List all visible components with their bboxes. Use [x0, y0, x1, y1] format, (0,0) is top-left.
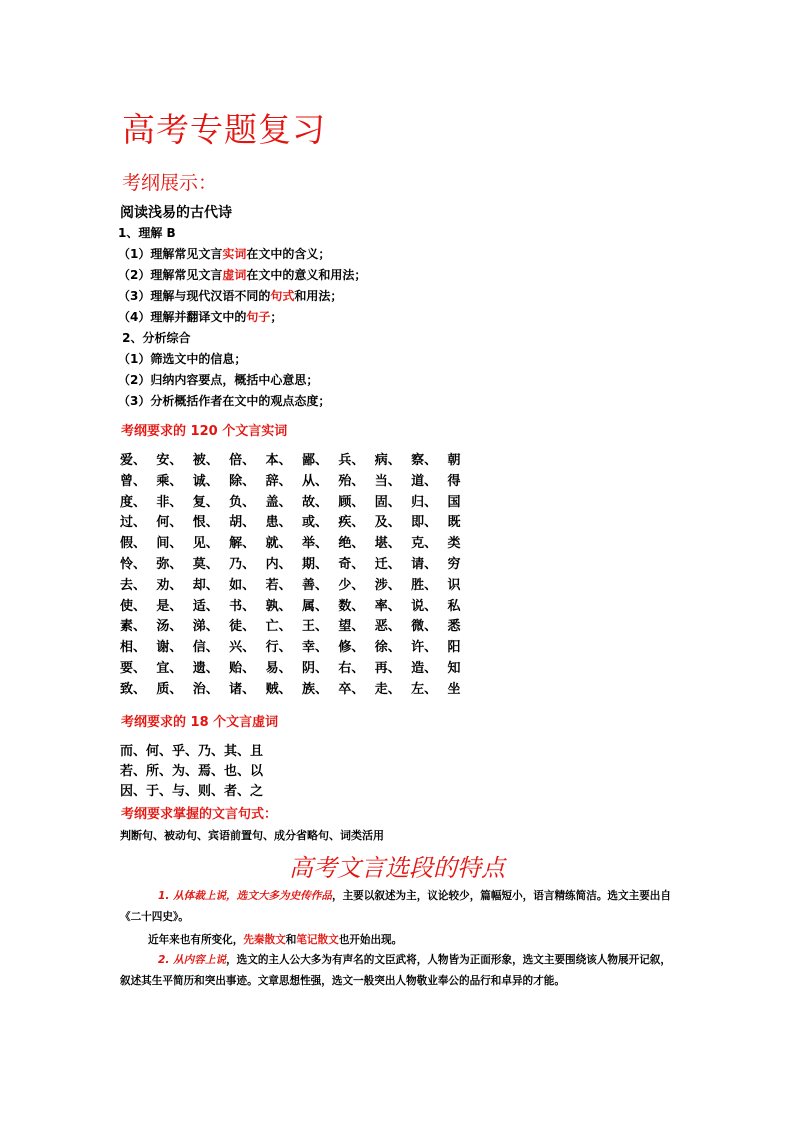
shici-word: 遗、: [192, 660, 219, 676]
shici-word: 内、: [265, 556, 292, 572]
shici-word: 既: [447, 515, 461, 531]
shici-word: 坐: [447, 681, 461, 697]
shici-word: 即、: [411, 515, 438, 531]
shici-word: 是、: [156, 598, 183, 614]
shici-word: 恶、: [374, 619, 401, 635]
shici-word: 许、: [411, 640, 438, 656]
outline-item-analyze: 2、分析综合: [118, 331, 191, 345]
shici-word: 病、: [374, 453, 401, 468]
feature-highlight: 2. 从内容上说: [158, 954, 227, 966]
shici-word: 素、: [120, 619, 147, 635]
shici-word: 兵、: [338, 453, 365, 468]
shici-word: 被、: [192, 453, 219, 468]
shici-word: 王、: [301, 619, 328, 635]
outline-text: ；: [270, 310, 283, 324]
shici-word: 右、: [338, 660, 365, 676]
shici-word: 治、: [192, 681, 219, 697]
outline-subheading: 阅读浅易的古代诗: [120, 205, 232, 221]
shici-word: 过、: [120, 515, 147, 531]
shici-word: 恨、: [192, 515, 219, 531]
shici-word: 徒、: [229, 619, 256, 635]
feature-paragraph-1: [120, 886, 680, 928]
shici-word: 修、: [338, 640, 365, 656]
shici-word: 却、: [192, 577, 219, 593]
shici-word: 相、: [120, 640, 147, 656]
shici-word: 间、: [156, 536, 183, 552]
shici-word: 如、: [229, 577, 256, 593]
shici-word: 何、: [156, 515, 183, 531]
shici-word: 辞、: [265, 473, 292, 489]
shici-word: 固、: [374, 494, 401, 510]
xuci-line: 因、于、与、则、者、之: [120, 784, 264, 799]
shici-word: 造、: [411, 660, 438, 676]
shici-word: 归、: [411, 494, 438, 510]
shici-word: 走、: [374, 681, 401, 697]
outline-line-2: [118, 265, 366, 286]
shici-word: 望、: [338, 619, 365, 635]
xuci-line: 若、所、为、焉、也、以: [120, 764, 264, 779]
shici-word: 善、: [301, 577, 328, 593]
feature-paragraph-2: [120, 930, 680, 951]
page-title: 高考专题复习: [122, 110, 326, 149]
shici-word: 若、: [265, 577, 292, 593]
shici-word: 胜、: [411, 577, 438, 593]
shici-word: 克、: [411, 536, 438, 552]
shici-heading: 考纲要求的 120 个文言实词: [121, 424, 288, 439]
shici-word: 易、: [265, 660, 292, 676]
shici-word: 顾、: [338, 494, 365, 510]
shici-word: 质、: [156, 681, 183, 697]
shici-word: 阳: [447, 640, 461, 656]
feature-text: ，主要以叙述为主，议论较少，篇幅短小，语言精练简洁。选文主要出自《二十四史》。: [120, 890, 671, 923]
outline-line-7: （3）分析概括作者在文中的观点态度；: [118, 394, 331, 408]
highlight-xianqin: 先秦散文: [243, 934, 286, 946]
shici-word: 奇、: [338, 556, 365, 572]
shici-word: 就、: [265, 536, 292, 552]
shici-word: 非、: [156, 494, 183, 510]
shici-word: 爱、: [120, 453, 147, 468]
shici-word: 或、: [301, 515, 328, 531]
shici-word: 患、: [265, 515, 292, 531]
shici-word: 说、: [411, 598, 438, 614]
shici-word: 卒、: [338, 681, 365, 697]
shici-word: 诚、: [192, 473, 219, 489]
shici-word: 行、: [265, 640, 292, 656]
shici-word: 鄙、: [301, 453, 328, 468]
shici-word: 要、: [120, 660, 147, 676]
outline-line-4: [118, 307, 366, 328]
shici-word: 劝、: [156, 577, 183, 593]
shici-word: 致、: [120, 681, 147, 697]
shici-word: 负、: [229, 494, 256, 510]
shici-word: 倍、: [229, 453, 256, 468]
outline-text: （3）理解与现代汉语不同的: [118, 289, 271, 303]
shici-word: 胡、: [229, 515, 256, 531]
feature-highlight: 1. 从体裁上说，选文大多为史传作品: [158, 890, 332, 902]
highlight-juzi: 句子: [246, 310, 271, 324]
shici-word: 孰、: [265, 598, 292, 614]
shici-word: 复、: [192, 494, 219, 510]
outline-text: （2）理解常见文言: [118, 268, 223, 282]
shici-word: 举、: [301, 536, 328, 552]
shici-word: 幸、: [301, 640, 328, 656]
shici-word: 见、: [192, 536, 219, 552]
shici-word: 道、: [411, 473, 438, 489]
shici-word: 数、: [338, 598, 365, 614]
shici-word: 察、: [411, 453, 438, 468]
outline-text: 在文中的含义；: [246, 247, 331, 261]
shici-word: 得: [447, 473, 461, 489]
outline-text: 在文中的意义和用法；: [246, 268, 367, 282]
shici-word: 贼、: [265, 681, 292, 697]
shici-word: 类: [447, 536, 461, 552]
features-title: 高考文言选段的特点: [289, 854, 505, 882]
highlight-shici: 实词: [222, 247, 247, 261]
shici-word: 假、: [120, 536, 147, 552]
shici-word: 解、: [229, 536, 256, 552]
shici-word: 汤、: [156, 619, 183, 635]
feature-paragraph-3: [120, 950, 680, 992]
shici-word: 乃、: [229, 556, 256, 572]
xuci-line: 而、何、乎、乃、其、且: [120, 744, 264, 759]
shici-word: 穷: [447, 556, 461, 572]
feature-text: 也开始出现。: [338, 934, 403, 946]
shici-word: 宜、: [156, 660, 183, 676]
feature-text: 近年来也有所变化，: [148, 934, 244, 946]
outline-text: （4）理解并翻译文中的: [118, 310, 247, 324]
shici-word: 国: [447, 494, 461, 510]
shici-word: 信、: [192, 640, 219, 656]
shici-word: 知: [447, 660, 461, 676]
shici-word: 徐、: [374, 640, 401, 656]
shici-word: 识: [447, 577, 461, 593]
shici-word: 兴、: [229, 640, 256, 656]
shici-word: 族、: [301, 681, 328, 697]
shici-word: 疾、: [338, 515, 365, 531]
outline-line-6: （2）归纳内容要点，概括中心意思；: [118, 373, 319, 387]
shici-word: 本、: [265, 453, 292, 468]
shici-word: 迁、: [374, 556, 401, 572]
shici-word: 故、: [301, 494, 328, 510]
shici-word: 属、: [301, 598, 328, 614]
shici-word: 请、: [411, 556, 438, 572]
shici-word: 弥、: [156, 556, 183, 572]
shici-word: 私: [447, 598, 461, 614]
shici-word: 亡、: [265, 619, 292, 635]
shici-word: 朝: [447, 453, 461, 468]
shici-word: 怜、: [120, 556, 147, 572]
shici-word: 度、: [120, 494, 147, 510]
shici-grid: [120, 451, 490, 701]
shici-word: 再、: [374, 660, 401, 676]
jushi-text: 判断句、被动句、宾语前置句、成分省略句、词类活用: [120, 829, 384, 842]
xuci-heading: 考纲要求的 18 个文言虚词: [121, 715, 279, 730]
outline-text: （1）理解常见文言: [118, 247, 223, 261]
shici-word: 除、: [229, 473, 256, 489]
shici-word: 涕、: [192, 619, 219, 635]
shici-word: 绝、: [338, 536, 365, 552]
shici-word: 微、: [411, 619, 438, 635]
highlight-xuci: 虚词: [222, 268, 247, 282]
shici-word: 阴、: [301, 660, 328, 676]
shici-word: 去、: [120, 577, 147, 593]
feature-text: 和: [285, 934, 297, 946]
shici-word: 悉: [447, 619, 461, 635]
shici-word: 涉、: [374, 577, 401, 593]
shici-word: 盖、: [265, 494, 292, 510]
shici-word: 堪、: [374, 536, 401, 552]
shici-word: 左、: [411, 681, 438, 697]
shici-word: 贻、: [229, 660, 256, 676]
shici-word: 及、: [374, 515, 401, 531]
shici-word: 安、: [156, 453, 183, 468]
shici-word: 乘、: [156, 473, 183, 489]
outline-line-5: （1）筛选文中的信息；: [118, 352, 247, 366]
shici-word: 期、: [301, 556, 328, 572]
shici-word: 适、: [192, 598, 219, 614]
highlight-biji: 笔记散文: [296, 934, 339, 946]
outline-list: [118, 223, 366, 412]
outline-line-3: [118, 286, 366, 307]
shici-word: 当、: [374, 473, 401, 489]
shici-word: 从、: [301, 473, 328, 489]
outline-line-1: [118, 244, 366, 265]
xuci-list: [120, 742, 263, 802]
shici-word: 谢、: [156, 640, 183, 656]
shici-word: 曾、: [120, 473, 147, 489]
outline-heading: 考纲展示：: [122, 172, 218, 194]
feature-text: ，选文的主人公大多为有声名的文臣武将，人物皆为正面形象，选文主要围绕该人物展开记叙，叙述其生平简历和突出事迹。文章思想性强，选文一般突出人物敬业奉公的品行和卓异的才能。: [120, 954, 671, 987]
highlight-jushi: 句式: [270, 289, 295, 303]
shici-word: 殆、: [338, 473, 365, 489]
shici-word: 使、: [120, 598, 147, 614]
jushi-heading: 考纲要求掌握的文言句式：: [121, 807, 278, 822]
shici-word: 诸、: [229, 681, 256, 697]
outline-item-understand: 1、理解 B: [118, 226, 176, 240]
shici-word: 少、: [338, 577, 365, 593]
shici-word: 莫、: [192, 556, 219, 572]
outline-text: 和用法；: [294, 289, 343, 303]
shici-word: 书、: [229, 598, 256, 614]
shici-word: 率、: [374, 598, 401, 614]
